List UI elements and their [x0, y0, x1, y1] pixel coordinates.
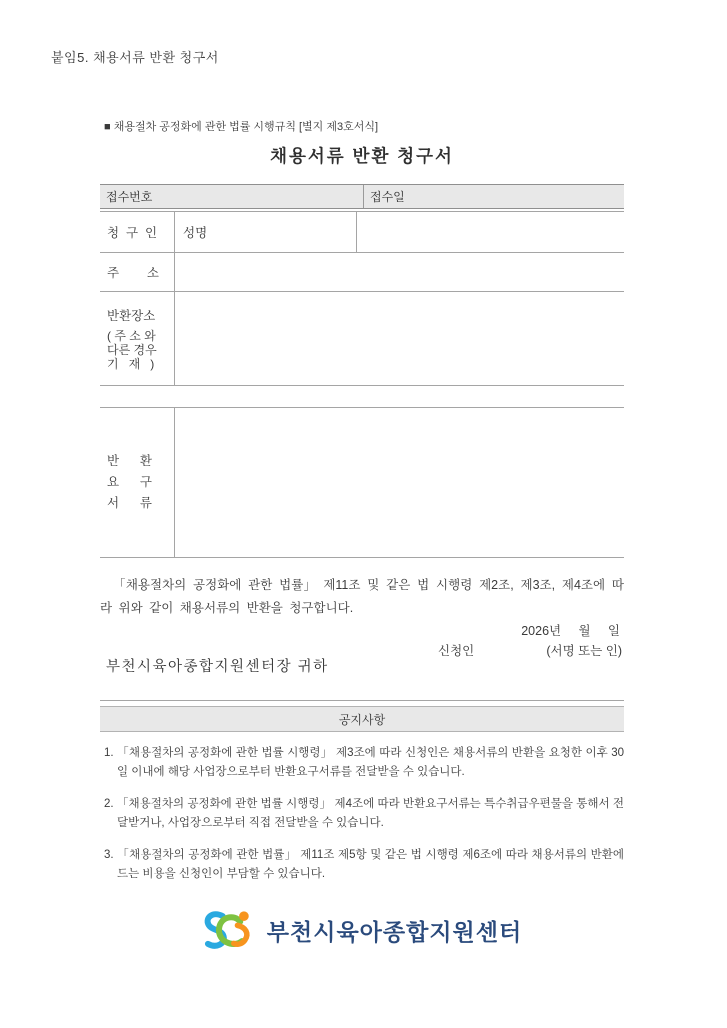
notice-header — [100, 706, 624, 732]
return-place-label-line2: ( 주 소 와 — [107, 329, 156, 343]
form-title: 채용서류 반환 청구서 — [270, 146, 454, 166]
notice-item-text: 「채용절차의 공정화에 관한 법률」 제11조 제5항 및 같은 법 시행령 제6조에 따라 채용서류의 반환에 드는 비용을 신청인이 부담할 수 있습니다. — [117, 849, 624, 880]
return-documents-table — [100, 407, 624, 558]
notice-title: 공지사항 — [338, 712, 386, 727]
notice-divider — [100, 700, 624, 701]
table-row-address — [100, 253, 624, 292]
claimant-label: 청 구 인 — [100, 212, 175, 252]
receipt-date-label: 접수일 — [370, 190, 405, 204]
address-value-cell — [175, 253, 624, 291]
return-documents-label-line1: 반 환 — [107, 454, 152, 468]
notice-item-text: 「채용절차의 공정화에 관한 법률 시행령」 제4조에 따라 반환요구서류는 특수취급우편물을 통해서 전달받거나, 사업장으로부터 직접 전달받을 수 있습니다. — [116, 798, 625, 829]
claimant-table — [100, 211, 624, 386]
receipt-number-cell — [100, 185, 364, 208]
footer-logo — [100, 906, 624, 954]
notice-item-text: 「채용절차의 공정화에 관한 법률 시행령」 제3조에 따라 신청인은 채용서류의 반환을 요청한 이후 30일 이내에 해당 사업장으로부터 반환요구서류를 전달받을 수 있습니다. — [117, 747, 624, 778]
return-documents-value-cell — [175, 408, 624, 557]
return-place-value-cell — [175, 292, 624, 385]
return-place-label — [100, 292, 175, 385]
return-documents-label — [100, 408, 175, 557]
return-place-label-line1: 반환장소 — [107, 309, 156, 323]
applicant-label: 신청인 — [438, 644, 475, 658]
center-logo-icon — [202, 906, 260, 954]
notice-list — [104, 744, 624, 897]
organization-name: 부천시육아종합지원센터 — [266, 918, 523, 945]
form-rule-note: ■ 채용절차 공정화에 관한 법률 시행규칙 [별지 제3호서식] — [104, 121, 379, 133]
declaration-text: 「채용절차의 공정화에 관한 법률」 제11조 및 같은 법 시행령 제2조, 제3조, 제4조에 따라 위와 같이 채용서류의 반환을 청구합니다. — [100, 578, 624, 615]
signature-note: (서명 또는 인) — [546, 644, 622, 658]
return-documents-label-line3: 서 류 — [107, 496, 152, 510]
notice-item-number: 2. — [104, 798, 114, 810]
return-place-label-line3: 다른 경우 — [107, 343, 157, 357]
receipt-header-row — [100, 184, 624, 209]
logo-orange-dot — [239, 911, 249, 921]
return-documents-label-line2: 요 구 — [107, 475, 152, 489]
notice-item — [104, 744, 624, 782]
table-row-claimant — [100, 212, 624, 253]
attachment-label: 붙임5. 채용서류 반환 청구서 — [51, 50, 219, 65]
notice-item — [104, 846, 624, 884]
table-row-return-place — [100, 292, 624, 386]
receipt-date-cell — [364, 185, 624, 208]
receipt-number-label: 접수번호 — [106, 190, 153, 204]
name-label: 성명 — [175, 212, 357, 252]
address-label: 주 소 — [100, 253, 175, 291]
name-value-cell — [357, 212, 624, 252]
notice-item-number: 3. — [104, 849, 114, 861]
recipient-line: 부천시육아종합지원센터장 귀하 — [106, 659, 329, 675]
notice-item-number: 1. — [104, 747, 114, 759]
return-place-label-line4: 기 재 ) — [107, 357, 155, 371]
notice-item — [104, 795, 624, 833]
date-line: 2026년 월 일 — [521, 624, 620, 638]
